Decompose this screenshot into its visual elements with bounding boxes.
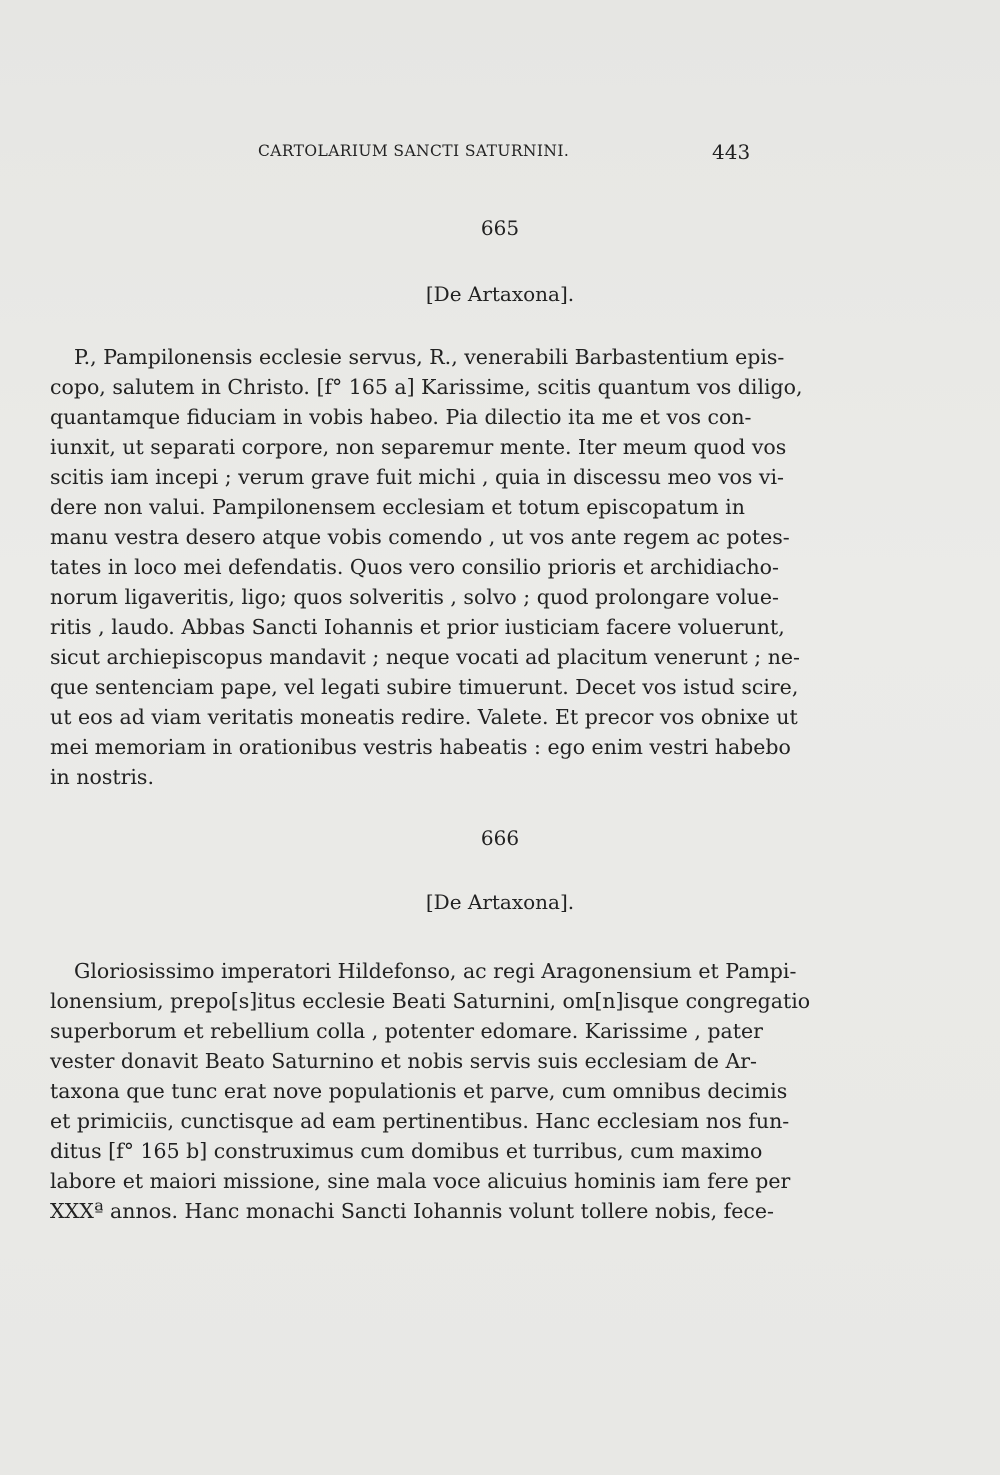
entry-text bbox=[50, 956, 811, 1226]
text-line: mei memoriam in orationibus vestris habeatis : ego enim vestri habebo bbox=[50, 735, 791, 759]
text-line: P., Pampilonensis ecclesie servus, R., venerabili Barbastentium epis- bbox=[74, 345, 785, 369]
text-line: que sentenciam pape, vel legati subire timuerunt. Decet vos istud scire, bbox=[50, 675, 799, 699]
text-line: vester donavit Beato Saturnino et nobis servis suis ecclesiam de Ar- bbox=[50, 1049, 757, 1073]
text-line: in nostris. bbox=[50, 765, 154, 789]
text-line: tates in loco mei defendatis. Quos vero consilio prioris et archidiacho- bbox=[50, 555, 779, 579]
entry-title: [De Artaxona]. bbox=[425, 282, 575, 306]
text-line: superborum et rebellium colla , potenter edomare. Karissime , pater bbox=[50, 1019, 763, 1043]
text-line: ritis , laudo. Abbas Sancti Iohannis et prior iusticiam facere voluerunt, bbox=[50, 615, 785, 639]
entry-text bbox=[50, 342, 803, 792]
text-line: iunxit, ut separati corpore, non separemur mente. Iter meum quod vos bbox=[50, 435, 787, 459]
text-line: manu vestra desero atque vobis comendo , ut vos ante regem ac potes- bbox=[50, 525, 790, 549]
text-line: taxona que tunc erat nove populationis et parve, cum omnibus decimis bbox=[50, 1079, 788, 1103]
text-line: norum ligaveritis, ligo; quos solveritis , solvo ; quod prolongare volue- bbox=[50, 585, 779, 609]
text-line: dere non valui. Pampilonensem ecclesiam et totum episcopatum in bbox=[50, 495, 745, 519]
entry-title: [De Artaxona]. bbox=[425, 890, 575, 914]
running-title: CARTOLARIUM SANCTI SATURNINI. bbox=[258, 142, 570, 160]
entry-number: 666 bbox=[480, 826, 520, 850]
text-line: sicut archiepiscopus mandavit ; neque vocati ad placitum venerunt ; ne- bbox=[50, 645, 800, 669]
text-line: scitis iam incepi ; verum grave fuit michi , quia in discessu meo vos vi- bbox=[50, 465, 784, 489]
page-number: 443 bbox=[712, 140, 751, 164]
text-line: Gloriosissimo imperatori Hildefonso, ac regi Aragonensium et Pampi- bbox=[74, 959, 797, 983]
text-line: labore et maiori missione, sine mala voce alicuius hominis iam fere per bbox=[50, 1169, 791, 1193]
text-line: XXXª annos. Hanc monachi Sancti Iohannis volunt tollere nobis, fece- bbox=[50, 1199, 774, 1223]
entry-number: 665 bbox=[480, 216, 520, 240]
text-line: quantamque fiduciam in vobis habeo. Pia dilectio ita me et vos con- bbox=[50, 405, 752, 429]
text-line: ut eos ad viam veritatis moneatis redire. Valete. Et precor vos obnixe ut bbox=[50, 705, 798, 729]
text-line: ditus [f° 165 b] construximus cum domibus et turribus, cum maximo bbox=[50, 1139, 763, 1163]
text-line: copo, salutem in Christo. [f° 165 a] Karissime, scitis quantum vos diligo, bbox=[50, 375, 803, 399]
text-line: et primiciis, cunctisque ad eam pertinentibus. Hanc ecclesiam nos fun- bbox=[50, 1109, 790, 1133]
text-line: lonensium, prepo[s]itus ecclesie Beati Saturnini, om[n]isque congregatio bbox=[50, 989, 811, 1013]
